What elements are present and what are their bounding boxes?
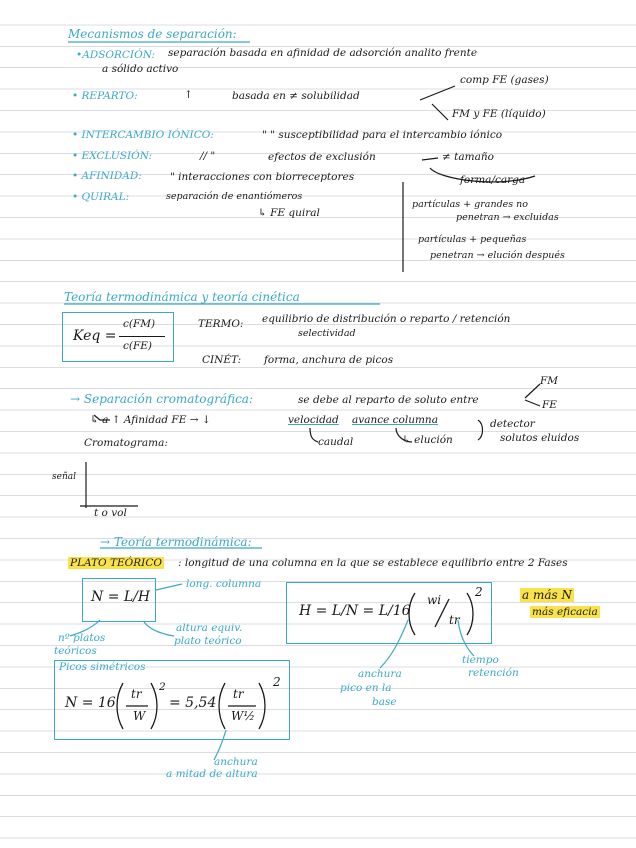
label-fm: FM [540, 375, 559, 387]
text-detector: detector [490, 418, 535, 430]
section-title-separacion: → Separación cromatográfica: [70, 392, 253, 406]
text-long-columna: long. columna [186, 578, 262, 590]
text-cinet: forma, anchura de picos [264, 354, 394, 366]
text-particulas-pequenas-1: partículas + pequeñas [418, 234, 527, 245]
text-adsorcion: separación basada en afinidad de adsorción analito frente [168, 47, 478, 59]
label-exclusion: • EXCLUSIÓN: [72, 150, 153, 162]
keq-lhs: Keq = [73, 328, 117, 344]
h-formula-box [286, 582, 492, 644]
text-avance-columna: avance columna [352, 414, 438, 426]
label-t-o-vol: t o vol [94, 507, 127, 519]
marks-exclusion: // " [200, 150, 216, 162]
n-formula-box [82, 578, 156, 622]
text-plato-definicion: : longitud de una columna en la que se establece equilibrio entre 2 Fases [178, 557, 568, 569]
text-caudal: caudal [318, 436, 354, 448]
text-anchura-mitad-1: anchura [214, 756, 258, 768]
text-separacion: se debe al reparto de soluto entre [298, 394, 479, 406]
label-cinet: CINÉT: [202, 354, 242, 366]
text-afinidad-fe: ↳ a ↑ Afinidad FE → ↓ [90, 414, 211, 426]
text-reparto-gases: comp FE (gases) [460, 74, 549, 86]
h-formula-lhs: H = L/N = L/16 [299, 603, 411, 619]
label-fe: FE [542, 399, 557, 411]
keq-formula-box [62, 312, 174, 362]
n-sym-exp-1: 2 [159, 681, 166, 693]
n-sym-w-half: W½ [231, 709, 255, 723]
text-altura-2: plato teórico [174, 635, 242, 647]
text-selectividad: selectividad [298, 328, 356, 339]
n-formula: N = L/H [91, 589, 151, 605]
text-intercambio: " " susceptibilidad para el intercambio iónico [262, 129, 503, 141]
text-mas-n [520, 588, 574, 602]
text-anchura-mitad-2: a mitad de altura [166, 768, 258, 780]
text-particulas-grandes-2: penetran → excluidas [456, 212, 559, 223]
text-n-platos-2: teóricos [54, 645, 97, 657]
text-termo: equilibrio de distribución o reparto / retención [262, 313, 511, 325]
text-tamano: ≠ tamaño [442, 151, 494, 163]
text-exclusion: efectos de exclusión [268, 151, 376, 163]
text-adsorcion-2: a sólido activo [102, 63, 179, 75]
label-reparto: • REPARTO: [72, 90, 138, 102]
label-afinidad: • AFINIDAD: [72, 170, 142, 182]
label-cromatograma: Cromatograma: [84, 437, 168, 449]
keq-denominator: c(FE) [123, 340, 153, 352]
label-adsorcion: •ADSORCIÓN: [76, 49, 156, 61]
n-sym-tr-2: tr [233, 687, 244, 701]
text-n-platos-1: nº platos [58, 632, 106, 644]
label-termo: TERMO: [198, 318, 244, 330]
text-altura-1: altura equiv. [176, 622, 243, 634]
plato-teorico-highlight: PLATO TEÓRICO [70, 557, 162, 569]
text-solutos-eluidos: solutos eluidos [500, 432, 580, 444]
text-retencion: retención [468, 667, 519, 679]
text-anchura-pico-1: anchura [358, 668, 402, 680]
mas-eficacia-highlight: más eficacia [532, 606, 598, 618]
text-particulas-pequenas-2: penetran → elución después [430, 250, 565, 261]
n-sym-tr: tr [131, 687, 142, 701]
text-anchura-pico-2: pico en la [340, 682, 392, 694]
h-exponent: 2 [475, 585, 483, 599]
h-wi: wi [427, 593, 442, 607]
text-afinidad: " interacciones con biorreceptores [170, 171, 355, 183]
mark-reparto: ↑ [184, 89, 193, 101]
text-anchura-pico-3: base [372, 696, 397, 708]
text-quiral: separación de enantiómeros [166, 191, 303, 202]
text-elucion: ↳ elución [402, 434, 453, 446]
keq-fraction-bar [119, 336, 165, 337]
label-senal: señal [52, 472, 76, 482]
label-picos-simetricos: Picos simétricos [59, 661, 146, 673]
section-title-teoria-termodinamica: → Teoría termodinámica: [100, 535, 252, 549]
text-mas-eficacia [530, 606, 600, 618]
h-tr: tr [449, 613, 460, 627]
text-velocidad: velocidad [288, 414, 339, 426]
n-sym-exp-2: 2 [273, 675, 281, 689]
n-sym-eq: = 5,54 [169, 695, 217, 711]
text-fe-quiral: ↳ FE quiral [258, 207, 320, 219]
text-reparto: basada en ≠ solubilidad [232, 90, 360, 102]
text-forma-carga: forma/carga [460, 174, 526, 186]
picos-simetricos-box [54, 660, 290, 740]
mas-n-highlight: a más N [522, 588, 572, 602]
keq-numerator: c(FM) [123, 318, 156, 330]
n-sym-lhs: N = 16 [65, 695, 116, 711]
section-title-teorias: Teoría termodinámica y teoría cinética [64, 290, 300, 304]
text-particulas-grandes-1: partículas + grandes no [412, 199, 528, 210]
label-plato-teorico [68, 557, 164, 569]
n-sym-w: W [133, 709, 146, 723]
section-title-mecanismos: Mecanismos de separación: [68, 27, 237, 41]
label-quiral: • QUIRAL: [72, 191, 130, 203]
h-parentheses [405, 587, 485, 639]
text-tiempo: tiempo [462, 654, 499, 666]
text-reparto-liquido: FM y FE (líquido) [452, 108, 546, 120]
label-intercambio: • INTERCAMBIO IÓNICO: [72, 129, 214, 141]
